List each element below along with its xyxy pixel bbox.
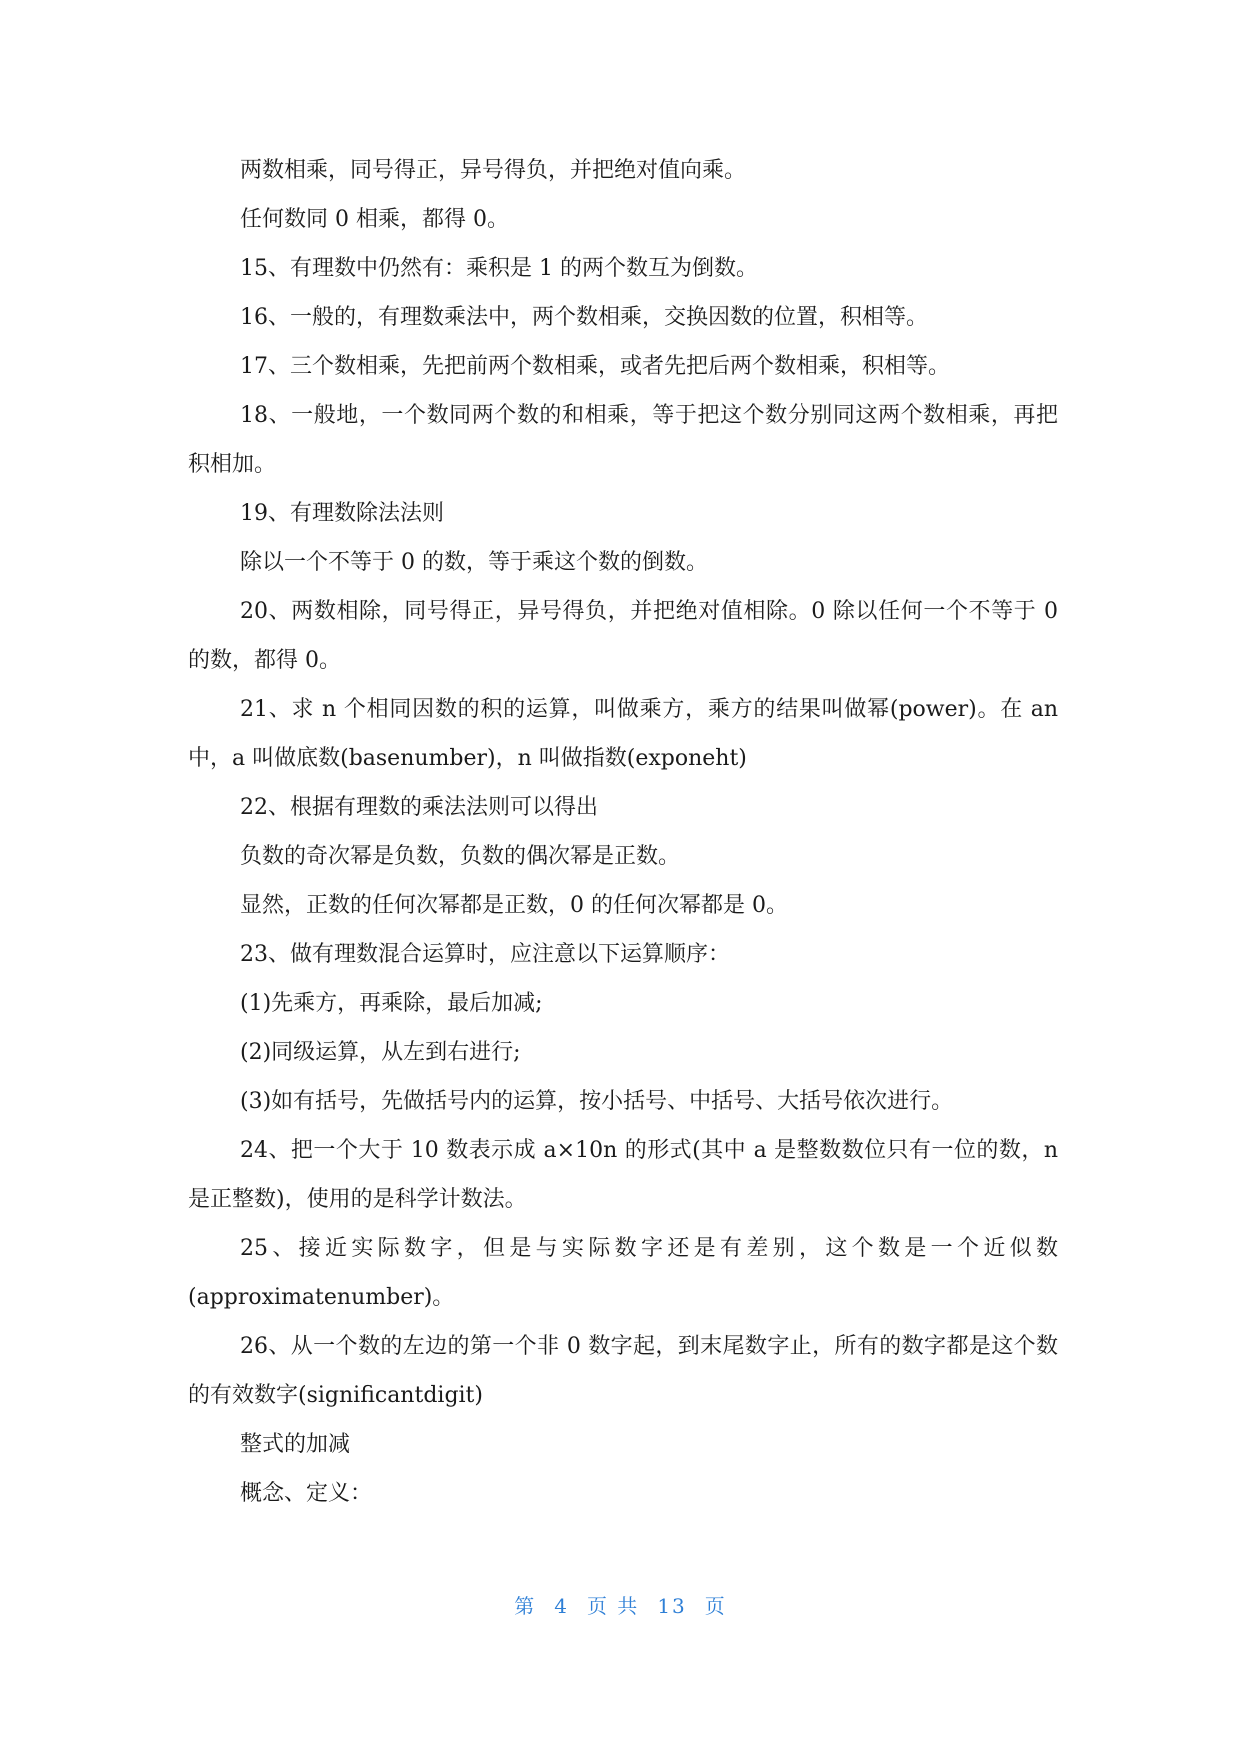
paragraph: 17、三个数相乘，先把前两个数相乘，或者先把后两个数相乘，积相等。 [240,354,950,379]
footer-prefix: 第 [514,1594,537,1618]
paragraph: 23、做有理数混合运算时，应注意以下运算顺序： [240,942,730,967]
paragraph: 负数的奇次幂是负数，负数的偶次幂是正数。 [240,844,681,869]
paragraph: (1)先乘方，再乘除，最后加减; [240,991,543,1016]
footer-suffix: 页 [704,1594,727,1618]
footer-page-number: 4 [554,1594,569,1618]
footer-middle: 页 共 [586,1594,640,1618]
paragraph: 16、一般的，有理数乘法中，两个数相乘，交换因数的位置，积相等。 [240,305,928,330]
document-body [188,146,1058,1518]
paragraph: 26、从一个数的左边的第一个非 0 数字起，到末尾数字止，所有的数字都是这个数的有效数字(significantdigit) [188,1334,1058,1408]
paragraph: 显然，正数的任何次幂都是正数，0 的任何次幂都是 0。 [240,893,788,918]
paragraph: 任何数同 0 相乘，都得 0。 [240,207,509,232]
paragraph: 20、两数相除，同号得正，异号得负，并把绝对值相除。0 除以任何一个不等于 0 的数，都得 0。 [188,599,1058,673]
paragraph: (3)如有括号，先做括号内的运算，按小括号、中括号、大括号依次进行。 [240,1089,954,1114]
paragraph: 22、根据有理数的乘法法则可以得出 [240,795,598,820]
section-heading: 整式的加减 [240,1432,351,1457]
paragraph: (2)同级运算，从左到右进行; [240,1040,521,1065]
page-footer [0,1590,1241,1619]
paragraph: 除以一个不等于 0 的数，等于乘这个数的倒数。 [240,550,708,575]
paragraph: 19、有理数除法法则 [240,501,444,526]
paragraph: 25、接近实际数字，但是与实际数字还是有差别，这个数是一个近似数(approximatenumber)。 [188,1236,1058,1310]
paragraph: 两数相乘，同号得正，异号得负，并把绝对值向乘。 [240,158,747,183]
paragraph: 21、求 n 个相同因数的积的运算，叫做乘方，乘方的结果叫做幂(power)。在 an 中，a 叫做底数(basenumber)，n 叫做指数(exponeht) [188,697,1058,771]
footer-total-pages: 13 [657,1594,687,1618]
paragraph: 概念、定义： [240,1481,373,1506]
paragraph: 24、把一个大于 10 数表示成 a×10n 的形式(其中 a 是整数数位只有一位的数，n 是正整数)，使用的是科学计数法。 [188,1138,1058,1212]
paragraph: 18、一般地，一个数同两个数的和相乘，等于把这个数分别同这两个数相乘，再把积相加。 [188,403,1058,477]
paragraph: 15、有理数中仍然有：乘积是 1 的两个数互为倒数。 [240,256,758,281]
